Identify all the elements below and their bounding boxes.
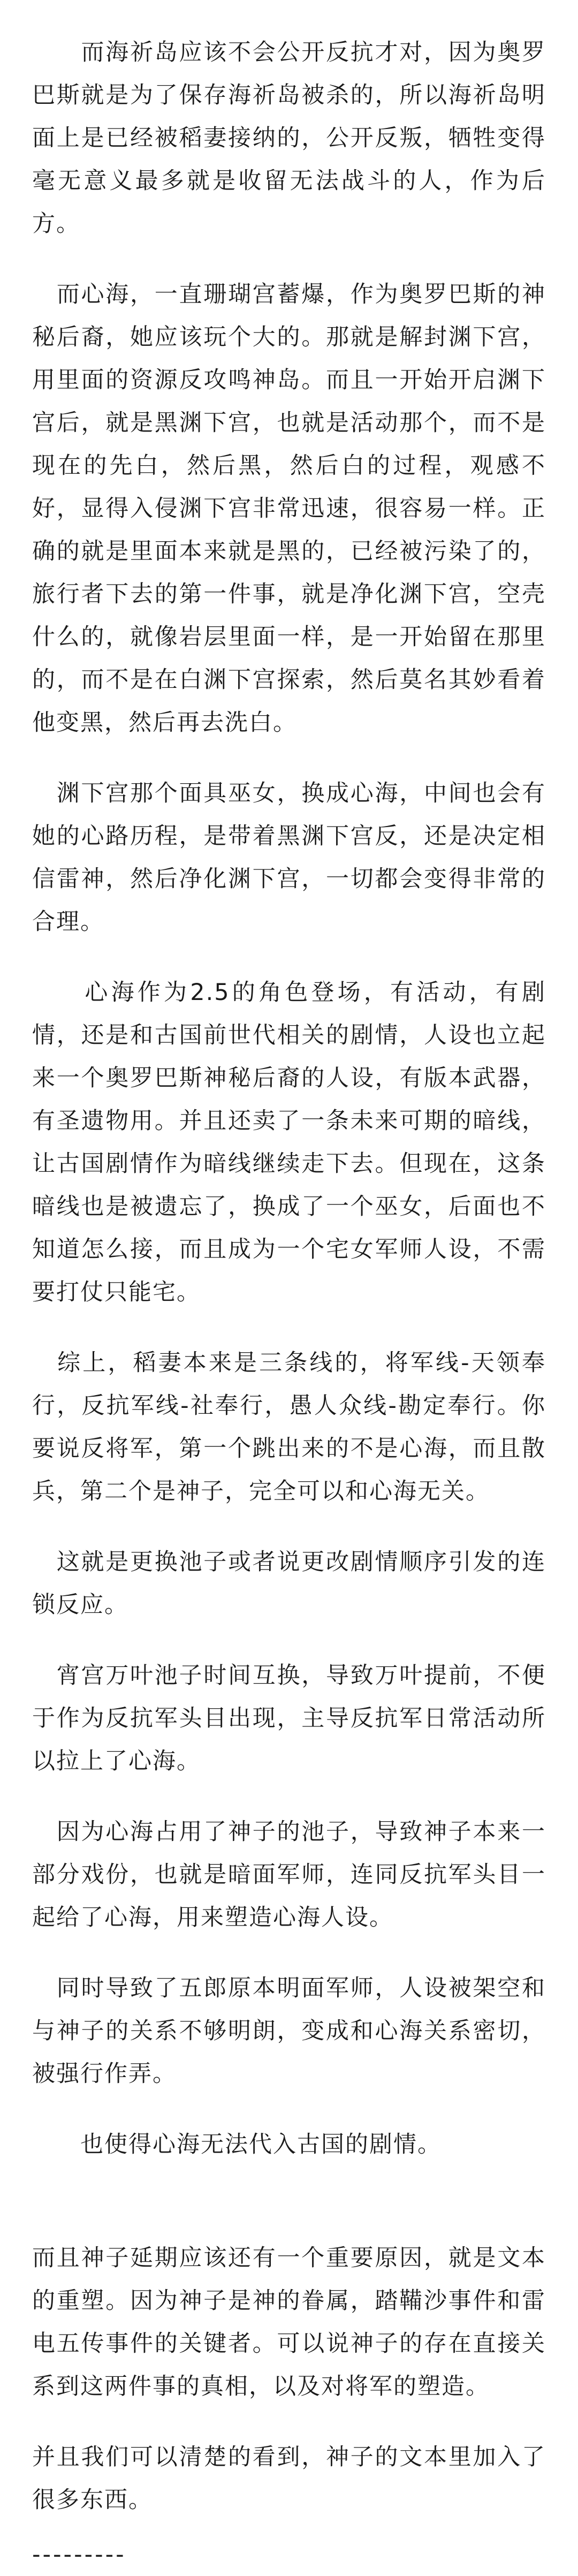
paragraph-text: 并且我们可以清楚的看到，神子的文本里加入了很多东西。 [32, 2444, 546, 2513]
paragraph-5 [32, 1342, 546, 1513]
paragraph-indent [32, 2131, 80, 2158]
paragraph-text: 因为心海占用了神子的池子，导致神子本来一部分戏份，也就是暗面军师，连同反抗军头目一起给了心海，用来塑造心海人设。 [32, 1819, 546, 1931]
paragraph-indent [32, 1819, 57, 1845]
paragraph-indent [32, 39, 81, 66]
paragraph-7 [32, 1654, 546, 1783]
paragraph-text: 渊下宫那个面具巫女，换成心海，中间也会有她的心路历程，是带着黑渊下宫反，还是决定相信雷神，然后净化渊下宫，一切都会变得非常的合理。 [32, 780, 546, 935]
paragraph-indent [32, 1975, 57, 2002]
paragraph-indent [32, 1549, 57, 1575]
paragraph-indent [32, 1350, 57, 1376]
paragraph-1 [32, 31, 546, 245]
paragraph-text: 心海作为2.5的角色登场，有活动，有剧情，还是和古国前世代相关的剧情，人设也立起来一个奥罗巴斯神秘后裔的人设，有版本武器，有圣遗物用。并且还卖了一条未来可期的暗线，让古国剧情作为暗线继续走下去。但现在，这条暗线也是被遗忘了，换成了一个巫女，后面也不知道怎么接，而且成为一个宅女军师人设，不需要打仗只能宅。 [32, 979, 546, 1306]
paragraph-11 [32, 2237, 546, 2408]
paragraph-text: 同时导致了五郎原本明面军师，人设被架空和与神子的关系不够明朗，变成和心海关系密切，被强行作弄。 [32, 1975, 546, 2087]
paragraph-text: 这就是更换池子或者说更改剧情顺序引发的连锁反应。 [32, 1549, 546, 1618]
paragraph-indent [32, 281, 57, 308]
paragraph-text: 也使得心海无法代入古国的剧情。 [80, 2131, 442, 2158]
paragraph-indent [32, 1662, 57, 1689]
paragraph-text: 综上，稻妻本来是三条线的，将军线-天领奉行，反抗军线-社奉行，愚人众线-勘定奉行。你要说反将军，第一个跳出来的不是心海，而且散兵，第二个是神子，完全可以和心海无关。 [32, 1350, 546, 1505]
paragraph-12 [32, 2436, 546, 2521]
paragraph-10 [32, 2123, 546, 2166]
paragraph-4 [32, 971, 546, 1314]
paragraph-9 [32, 1967, 546, 2095]
paragraph-indent [32, 979, 85, 1006]
paragraph-6 [32, 1541, 546, 1626]
paragraph-text: 而且神子延期应该还有一个重要原因，就是文本的重塑。因为神子是神的眷属，踏鞴沙事件和雷电五传事件的关键者。可以说神子的存在直接关系到这两件事的真相，以及对将军的塑造。 [32, 2245, 546, 2400]
paragraph-text: 宵宫万叶池子时间互换，导致万叶提前，不便于作为反抗军头目出现，主导反抗军日常活动所以拉上了心海。 [32, 1662, 546, 1775]
paragraph-3 [32, 772, 546, 943]
paragraph-8 [32, 1810, 546, 1939]
paragraph-2 [32, 273, 546, 744]
paragraph-text: 而海祈岛应该不会公开反抗才对，因为奥罗巴斯就是为了保存海祈岛被杀的，所以海祈岛明面上是已经被稻妻接纳的，公开反叛，牺牲变得毫无意义最多就是收留无法战斗的人，作为后方。 [32, 39, 546, 237]
paragraph-text: 而心海，一直珊瑚宫蓄爆，作为奥罗巴斯的神秘后裔，她应该玩个大的。那就是解封渊下宫，用里面的资源反攻鸣神岛。而且一开始开启渊下宫后，就是黑渊下宫，也就是活动那个，而不是现在的先白，然后黑，然后白的过程，观感不好，显得入侵渊下宫非常迅速，很容易一样。正确的就是里面本来就是黑的，已经被污染了的，旅行者下去的第一件事，就是净化渊下宫，空壳什么的，就像岩层里面一样，是一开始留在那里的，而不是在白渊下宫探索，然后莫名其妙看着他变黑，然后再去洗白。 [32, 281, 546, 736]
dashed-divider: --------- [32, 2541, 126, 2568]
paragraph-indent [32, 780, 57, 807]
